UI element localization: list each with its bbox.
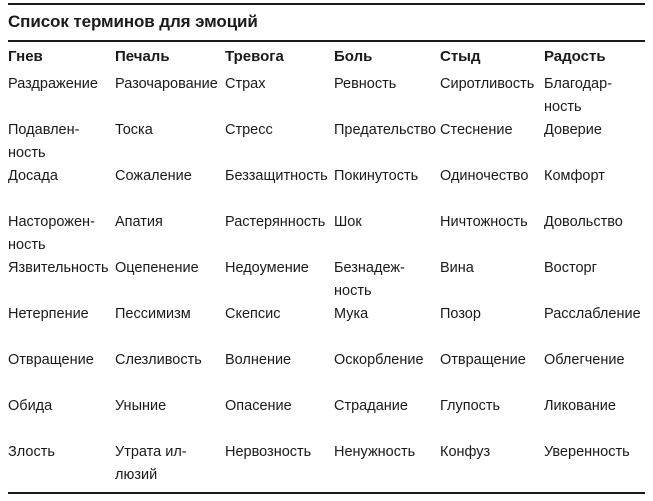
term-cell: Глупость [440,398,501,414]
page-title: Список терминов для эмоций [8,12,258,31]
emotion-terms-sheet [0,3,653,501]
term-cell: Разочарование [115,76,218,92]
table-row [8,349,645,395]
term-cell: Уныние [115,398,167,414]
term-cell: Шок [334,214,362,230]
term-cell: Оцепенение [115,260,199,276]
table-row [8,165,645,211]
term-cell: Сиротливость [440,76,535,92]
term-cell: Уверенность [544,444,630,460]
term-cell: Недоумение [225,260,309,276]
term-cell: Ненужность [334,444,416,460]
term-cell: Комфорт [544,168,605,184]
term-cell: Мука [334,306,369,322]
term-cell: Оскорбление [334,352,424,368]
term-cell: Подавленность [8,122,80,161]
term-cell: Вина [440,260,474,276]
column-header-anxiety: Тревога [225,48,284,65]
title-underline-rule [8,40,645,42]
column-header-anger: Гнев [8,48,43,65]
term-cell: Покинутость [334,168,419,184]
term-cell: Безнадежность [334,260,405,299]
table-header-row [8,45,645,73]
table-body [8,73,645,487]
term-cell: Сожаление [115,168,192,184]
term-cell: Облегчение [544,352,625,368]
table-row [8,395,645,441]
term-cell: Страх [225,76,266,92]
column-header-shame: Стыд [440,48,481,65]
term-cell: Язвительность [8,260,109,276]
term-cell: Злость [8,444,55,460]
term-cell: Раздражение [8,76,98,92]
term-cell: Благодарность [544,76,613,115]
term-cell: Нетерпение [8,306,89,322]
table-row [8,257,645,303]
term-cell: Предательство [334,122,437,138]
term-cell: Утрата иллюзий [115,444,187,483]
term-cell: Расслабление [544,306,641,322]
term-cell: Одиночество [440,168,529,184]
table-row [8,119,645,165]
column-header-pain: Боль [334,48,373,65]
term-cell: Позор [440,306,481,322]
table-row [8,441,645,487]
term-cell: Ничтожность [440,214,528,230]
term-cell: Стресс [225,122,273,138]
term-cell: Тоска [115,122,153,138]
term-cell: Опасение [225,398,292,414]
term-cell: Обида [8,398,53,414]
term-cell: Отвращение [8,352,94,368]
term-cell: Слезливость [115,352,202,368]
term-cell: Волнение [225,352,292,368]
term-cell: Конфуз [440,444,491,460]
table-row [8,303,645,349]
term-cell: Доверие [544,122,602,138]
term-cell: Нервозность [225,444,312,460]
term-cell: Пессимизм [115,306,191,322]
table-row [8,211,645,257]
table-row [8,73,645,119]
term-cell: Страдание [334,398,408,414]
bottom-rule [8,492,645,494]
term-cell: Настороженность [8,214,95,253]
term-cell: Ревность [334,76,397,92]
term-cell: Восторг [544,260,597,276]
term-cell: Апатия [115,214,163,230]
column-header-sadness: Печаль [115,48,170,65]
emotion-terms-table [8,45,645,487]
term-cell: Отвращение [440,352,526,368]
term-cell: Скепсис [225,306,281,322]
term-cell: Ликование [544,398,616,414]
term-cell: Стеснение [440,122,513,138]
term-cell: Досада [8,168,58,184]
term-cell: Беззащитность [225,168,328,184]
column-header-joy: Радость [544,48,606,65]
term-cell: Растерянность [225,214,326,230]
term-cell: Довольство [544,214,623,230]
